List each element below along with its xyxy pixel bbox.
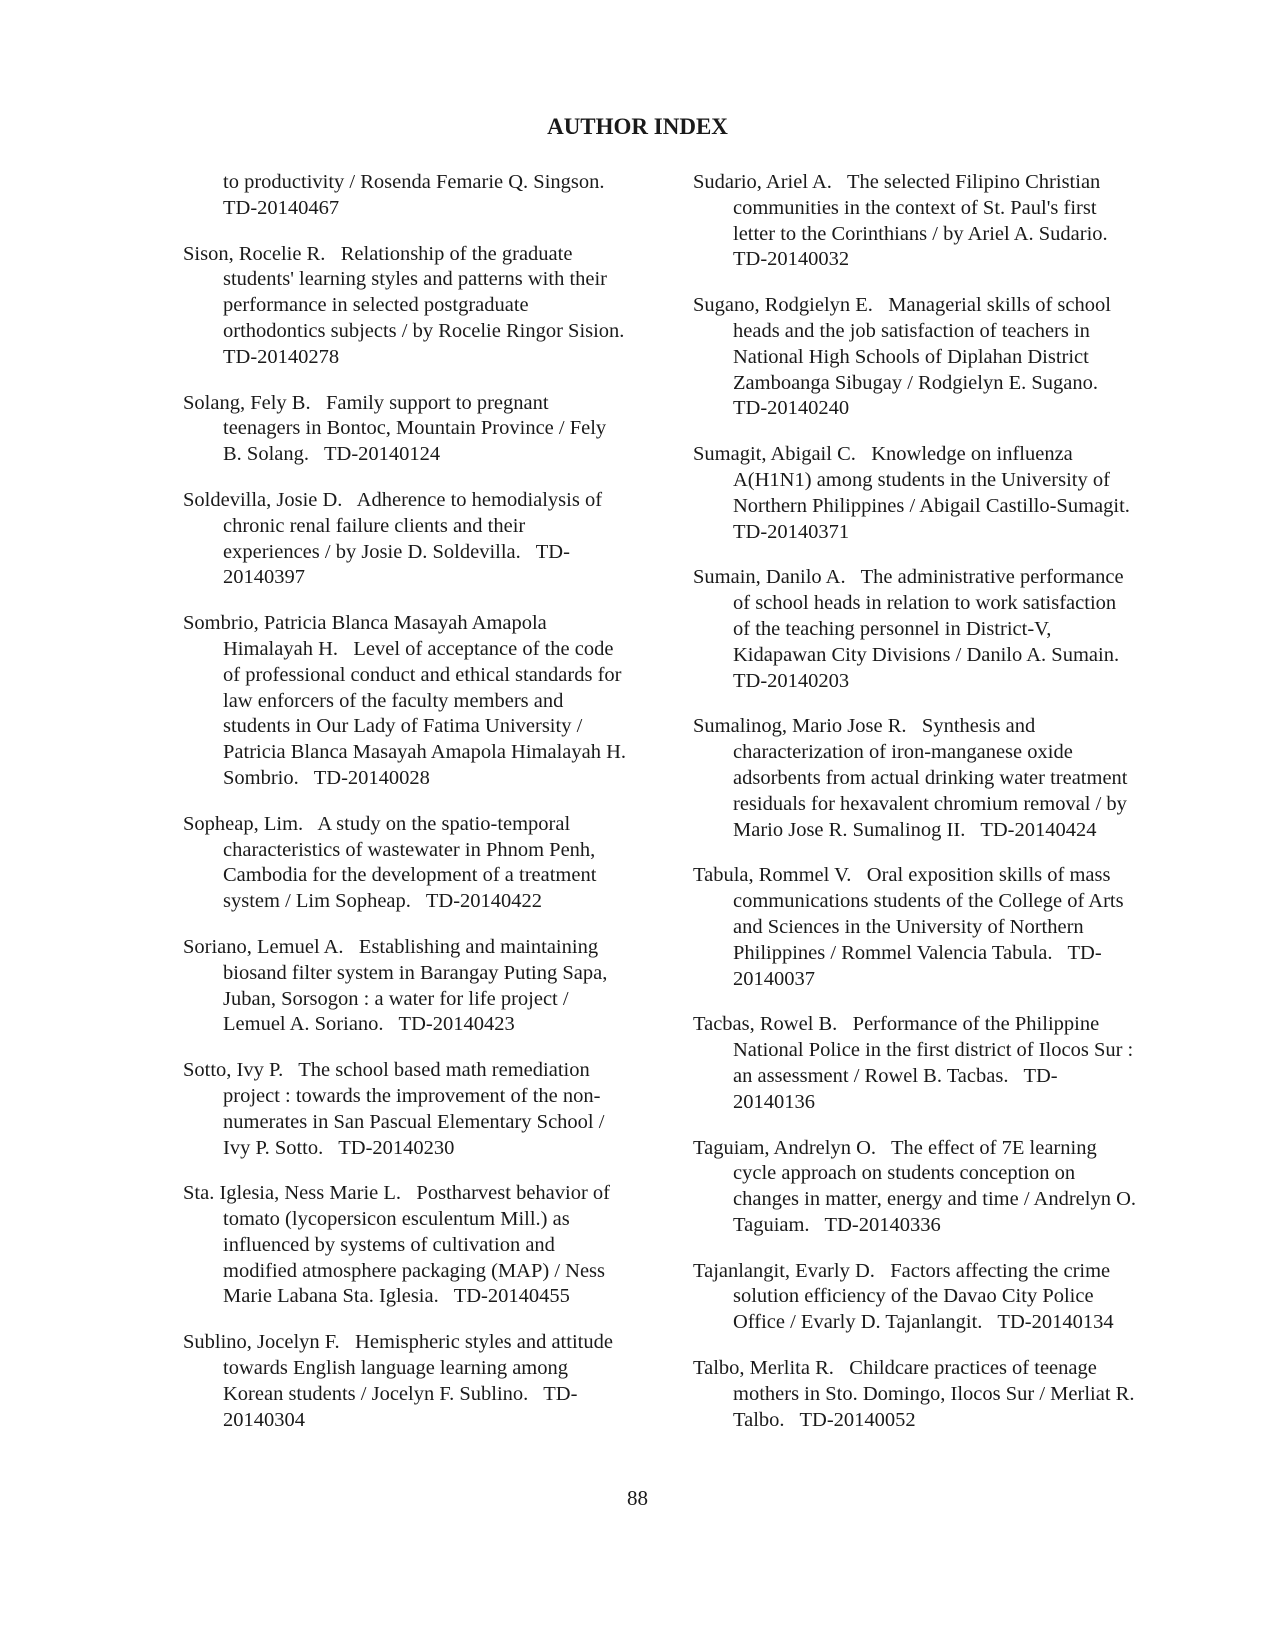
index-entry-line: and Sciences in the University of Northern — [733, 915, 1084, 938]
index-entry-line: Patricia Blanca Masayah Amapola Himalayah H. — [223, 741, 627, 764]
index-entry — [183, 242, 658, 371]
index-entry-line: performance in selected postgraduate — [223, 294, 529, 317]
index-entry-line: TD-20140240 — [733, 397, 850, 420]
index-entry — [693, 1012, 1168, 1115]
index-entry-line: to productivity / Rosenda Femarie Q. Singson. — [223, 171, 605, 193]
index-entry-line: 20140037 — [733, 967, 815, 990]
page-number: 88 — [627, 1486, 648, 1510]
index-entry-line: cycle approach on students conception on — [733, 1162, 1076, 1185]
index-entry-line: Tajanlangit, Evarly D. Factors affecting the crime — [693, 1259, 1111, 1282]
index-entry-line: Soldevilla, Josie D. Adherence to hemodialysis of — [183, 488, 603, 511]
index-entry-line: towards English language learning among — [223, 1357, 568, 1380]
index-entry-line: National Police in the first district of Ilocos Sur : — [733, 1039, 1134, 1062]
index-entry-line: heads and the job satisfaction of teachers in — [733, 319, 1090, 342]
index-entry-line: law enforcers of the faculty members and — [223, 689, 564, 712]
index-entry-line: changes in matter, energy and time / Andrelyn O. — [733, 1188, 1136, 1211]
index-entry-line: 20140304 — [223, 1408, 305, 1431]
index-entry-line: Tacbas, Rowel B. Performance of the Philippine — [693, 1013, 1100, 1036]
index-entry-line: B. Solang. TD-20140124 — [223, 443, 441, 466]
index-entry-line: Sugano, Rodgielyn E. Managerial skills of school — [693, 294, 1111, 317]
left-column — [183, 170, 658, 1453]
index-entry-line: characteristics of wastewater in Phnom Penh, — [223, 838, 596, 861]
index-entry-line: Mario Jose R. Sumalinog II. TD-20140424 — [733, 818, 1097, 841]
index-entry — [183, 391, 658, 468]
index-entry-line: chronic renal failure clients and their — [223, 514, 526, 537]
index-entry-line: Sombrio, Patricia Blanca Masayah Amapola — [183, 612, 547, 635]
index-entry-line: of professional conduct and ethical standards for — [223, 663, 622, 686]
index-entry-line: 20140136 — [733, 1090, 815, 1113]
index-entry-line: communities in the context of St. Paul's first — [733, 196, 1097, 219]
index-entry-line: Sison, Rocelie R. Relationship of the graduate — [183, 242, 573, 265]
index-entry-line: Talbo. TD-20140052 — [733, 1408, 916, 1431]
index-entry — [693, 442, 1168, 545]
index-entry-line: Juban, Sorsogon : a water for life project / — [223, 987, 569, 1010]
index-entry-line: adsorbents from actual drinking water treatment — [733, 766, 1128, 789]
index-entry-line: modified atmosphere packaging (MAP) / Ness — [223, 1259, 606, 1282]
index-entry-line: characterization of iron-manganese oxide — [733, 741, 1073, 764]
index-entry-line: orthodontics subjects / by Rocelie Ringor Sision. — [223, 319, 625, 342]
index-entry-line: students in Our Lady of Fatima University / — [223, 715, 583, 738]
right-column — [693, 170, 1168, 1453]
index-entry-line: TD-20140278 — [223, 345, 340, 368]
index-entry-line: A(H1N1) among students in the University of — [733, 468, 1110, 491]
page-title: AUTHOR INDEX — [547, 114, 728, 139]
index-entry — [183, 611, 658, 792]
index-entry-line: Sumain, Danilo A. The administrative performance — [693, 566, 1124, 589]
index-entry — [183, 1058, 658, 1161]
index-entry — [183, 488, 658, 591]
index-entry — [693, 1356, 1168, 1433]
index-entry-line: Philippines / Rommel Valencia Tabula. TD- — [733, 941, 1102, 964]
index-entry-line: experiences / by Josie D. Soldevilla. TD- — [223, 540, 570, 563]
index-entry — [693, 170, 1168, 273]
index-entry — [183, 170, 658, 222]
index-entry — [693, 863, 1168, 992]
index-entry-line: Sotto, Ivy P. The school based math remediation — [183, 1059, 590, 1082]
index-entry-line: numerates in San Pascual Elementary School / — [223, 1110, 605, 1133]
index-entry — [693, 714, 1168, 843]
index-entry-line: Zamboanga Sibugay / Rodgielyn E. Sugano. — [733, 371, 1098, 394]
index-entry-line: residuals for hexavalent chromium removal / by — [733, 792, 1127, 815]
index-entry-line: students' learning styles and patterns with their — [223, 268, 608, 291]
index-entry-line: Sumalinog, Mario Jose R. Synthesis and — [693, 715, 1036, 738]
index-entry — [183, 935, 658, 1038]
index-entry-line: teenagers in Bontoc, Mountain Province / Fely — [223, 417, 607, 440]
index-entry-line: Sopheap, Lim. A study on the spatio-temporal — [183, 812, 571, 835]
index-entry-line: 20140397 — [223, 566, 305, 589]
index-entry-line: Tabula, Rommel V. Oral exposition skills of mass — [693, 864, 1111, 887]
index-entry-line: project : towards the improvement of the non- — [223, 1084, 601, 1107]
index-entry-line: Sombrio. TD-20140028 — [223, 766, 430, 789]
index-entry-line: TD-20140371 — [733, 520, 850, 543]
index-entry-line: Soriano, Lemuel A. Establishing and maintaining — [183, 935, 599, 958]
index-entry-line: Solang, Fely B. Family support to pregnant — [183, 391, 549, 414]
index-entry-line: Office / Evarly D. Tajanlangit. TD-20140134 — [733, 1311, 1114, 1334]
index-entry-line: mothers in Sto. Domingo, Ilocos Sur / Merliat R. — [733, 1382, 1135, 1405]
index-entry-line: Korean students / Jocelyn F. Sublino. TD- — [223, 1382, 578, 1405]
index-entry-line: of school heads in relation to work satisfaction — [733, 592, 1117, 615]
index-entry-line: influenced by systems of cultivation and — [223, 1233, 555, 1256]
index-entry-line: communications students of the College of Arts — [733, 890, 1124, 913]
index-entry-line: Northern Philippines / Abigail Castillo-Sumagit. — [733, 494, 1130, 517]
index-entry-line: Sumagit, Abigail C. Knowledge on influenza — [693, 443, 1073, 466]
index-entry-line: Lemuel A. Soriano. TD-20140423 — [223, 1013, 515, 1036]
index-entry-line: National High Schools of Diplahan District — [733, 345, 1089, 368]
index-entry — [693, 565, 1168, 694]
index-entry-line: Talbo, Merlita R. Childcare practices of teenage — [693, 1357, 1097, 1380]
index-entry — [183, 1181, 658, 1310]
index-entry — [183, 1330, 658, 1433]
index-entry-line: Ivy P. Sotto. TD-20140230 — [223, 1136, 455, 1159]
index-entry-line: Taguiam. TD-20140336 — [733, 1213, 941, 1236]
index-entry-line: Marie Labana Sta. Iglesia. TD-20140455 — [223, 1285, 570, 1308]
index-entry-line: biosand filter system in Barangay Puting Sapa, — [223, 961, 608, 984]
index-entry — [183, 812, 658, 915]
index-entry-line: TD-20140467 — [223, 196, 340, 219]
index-entry-line: letter to the Corinthians / by Ariel A. Sudario. — [733, 222, 1108, 245]
index-entry-line: Sudario, Ariel A. The selected Filipino Christian — [693, 171, 1101, 193]
index-entry-line: TD-20140203 — [733, 669, 850, 692]
index-entry-line: Himalayah H. Level of acceptance of the code — [223, 637, 614, 660]
index-entry-line: system / Lim Sopheap. TD-20140422 — [223, 890, 543, 913]
index-entry-line: solution efficiency of the Davao City Police — [733, 1285, 1094, 1308]
index-entry-line: of the teaching personnel in District-V, — [733, 617, 1052, 640]
index-entry-line: Kidapawan City Divisions / Danilo A. Sumain. — [733, 643, 1120, 666]
index-entry-line: Sublino, Jocelyn F. Hemispheric styles and attitude — [183, 1331, 613, 1354]
index-entry-line: Taguiam, Andrelyn O. The effect of 7E learning — [693, 1136, 1097, 1159]
index-entry-line: Sta. Iglesia, Ness Marie L. Postharvest behavior of — [183, 1182, 610, 1205]
index-entry-line: tomato (lycopersicon esculentum Mill.) as — [223, 1208, 570, 1231]
index-entry-line: TD-20140032 — [733, 248, 850, 271]
index-entry-line: Cambodia for the development of a treatment — [223, 864, 597, 887]
index-entry — [693, 293, 1168, 422]
index-entry-line: an assessment / Rowel B. Tacbas. TD- — [733, 1064, 1058, 1087]
index-entry — [693, 1136, 1168, 1239]
index-entry — [693, 1259, 1168, 1336]
